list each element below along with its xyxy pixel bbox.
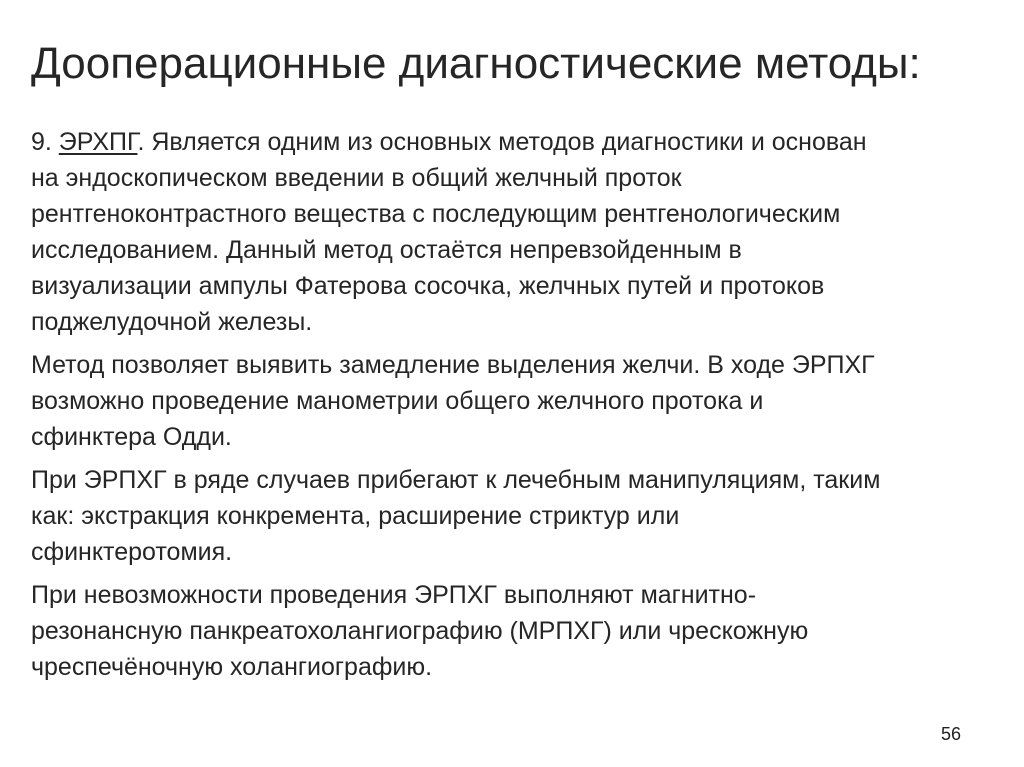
paragraph-line: При ЭРПХГ в ряде случаев прибегают к лечебным манипуляциям, таким bbox=[31, 466, 881, 494]
paragraph-line: При невозможности проведения ЭРПХГ выполняют магнитно- bbox=[31, 581, 757, 609]
paragraph-line: визуализации ампулы Фатерова сосочка, желчных путей и протоков bbox=[31, 272, 825, 300]
page-number: 56 bbox=[941, 724, 962, 744]
paragraph-ercp-definition bbox=[31, 124, 1006, 340]
paragraph-therapeutic-manipulations bbox=[31, 462, 1006, 570]
paragraph-line: сфинктеротомия. bbox=[31, 538, 233, 566]
item-number: 9. bbox=[31, 128, 59, 156]
paragraph-alternatives bbox=[31, 577, 1006, 685]
paragraph-method-capabilities bbox=[31, 347, 1006, 455]
paragraph-line: на эндоскопическом введении в общий желчный проток bbox=[31, 164, 682, 192]
ercp-term: ЭРХПГ bbox=[58, 128, 138, 156]
paragraph-line: как: экстракция конкремента, расширение стриктур или bbox=[31, 502, 680, 530]
paragraph-line bbox=[31, 124, 1006, 160]
paragraph-line: чреспечёночную холангиографию. bbox=[31, 653, 433, 681]
paragraph-line: возможно проведение манометрии общего желчного протока и bbox=[31, 387, 764, 415]
paragraph-line: исследованием. Данный метод остаётся непревзойденным в bbox=[31, 236, 742, 264]
slide-body bbox=[31, 124, 1006, 692]
paragraph-text: . Является одним из основных методов диагностики и основан bbox=[137, 128, 867, 156]
paragraph-line: сфинктера Одди. bbox=[31, 423, 232, 451]
paragraph-line: рентгеноконтрастного вещества с последующим рентгенологическим bbox=[31, 200, 841, 228]
paragraph-line: резонансную панкреатохолангиографию (МРПХГ) или чрескожную bbox=[31, 617, 809, 645]
paragraph-line: Метод позволяет выявить замедление выделения желчи. В ходе ЭРПХГ bbox=[31, 351, 875, 379]
paragraph-line: поджелудочной железы. bbox=[31, 308, 313, 336]
slide-title: Дооперационные диагностические методы: bbox=[31, 39, 921, 88]
